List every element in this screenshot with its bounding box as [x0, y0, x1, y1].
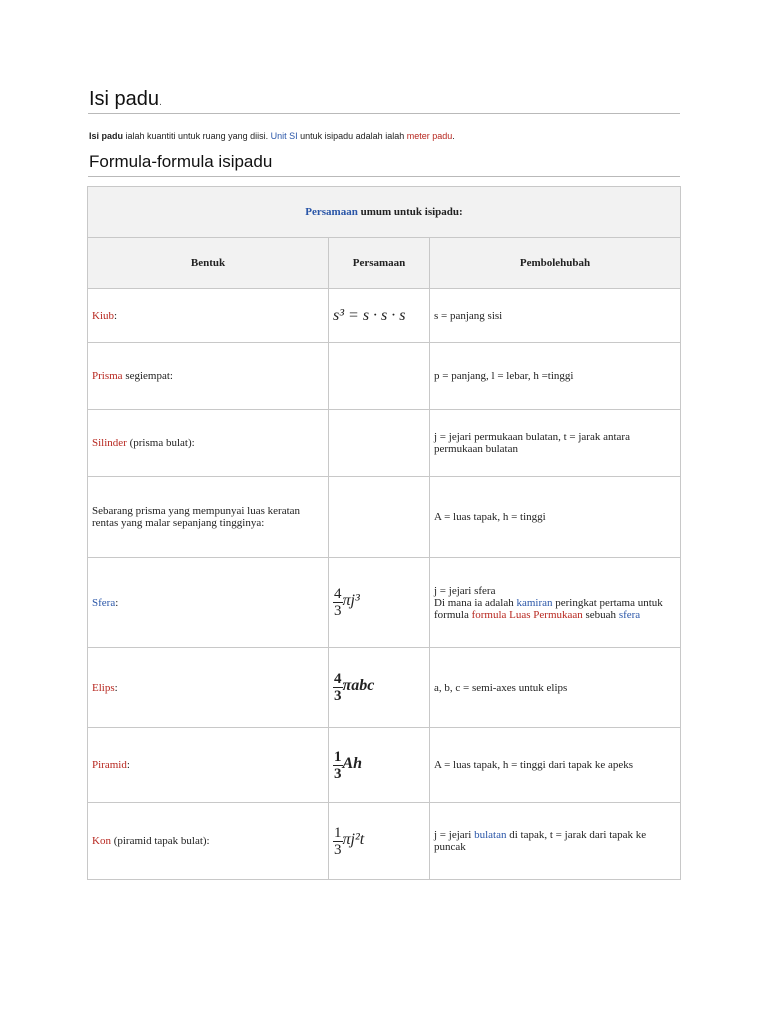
page-title: Isi padu. — [89, 88, 162, 110]
elips-link[interactable]: Elips — [92, 681, 115, 694]
variable-cell: p = panjang, l = lebar, h =tinggi — [430, 343, 681, 410]
shape-cell: Kon (piramid tapak bulat): — [88, 803, 329, 880]
variable-cell: j = jejari sfera Di mana ia adalah kamiran peringkat pertama untuk formula formula Luas Permukaan sebuah sfera — [430, 558, 681, 648]
title-divider — [88, 113, 680, 114]
variable-cell: s = panjang sisi — [430, 289, 681, 343]
header-persamaan: Persamaan — [329, 238, 430, 289]
formula-cell — [329, 477, 430, 558]
kon-link[interactable]: Kon — [92, 835, 111, 847]
shape-cell: Prisma segiempat: — [88, 343, 329, 410]
variable-cell: j = jejari permukaan bulatan, t = jarak antara permukaan bulatan — [430, 410, 681, 477]
luas-permukaan-link[interactable]: formula Luas Permukaan — [471, 608, 583, 621]
shape-cell: Elips: — [88, 648, 329, 728]
formula-cell — [329, 289, 430, 343]
table-row — [88, 477, 681, 558]
formula-cell — [329, 410, 430, 477]
formula-cell — [329, 558, 430, 648]
sphere-formula: $\frac{4}{3}$ πj³ — [334, 586, 360, 619]
pyramid-formula: $\frac{1}{3}$ Ah — [334, 748, 363, 782]
formula-cell — [329, 803, 430, 880]
table-row — [88, 289, 681, 343]
prisma-link[interactable]: Prisma — [92, 370, 123, 382]
table-row — [88, 803, 681, 880]
bulatan-link[interactable]: bulatan — [474, 829, 507, 841]
table-row — [88, 728, 681, 803]
table-caption: Persamaan umum untuk isipadu: — [88, 187, 681, 238]
formula-cell — [329, 648, 430, 728]
ellipse-formula: $\frac{4}{3}$ πabc — [334, 671, 375, 704]
table-header-row — [88, 238, 681, 289]
meter-padu-link[interactable]: meter padu — [406, 131, 453, 141]
table-row — [88, 343, 681, 410]
table-row — [88, 648, 681, 728]
shape-cell: Sfera: — [88, 558, 329, 648]
formula-cell — [329, 343, 430, 410]
cube-formula: s³ = s · s · s — [333, 306, 406, 324]
header-pembolehubah: Pembolehubah — [430, 238, 681, 289]
sfera-link[interactable]: Sfera — [92, 596, 116, 609]
variable-cell: A = luas tapak, h = tinggi — [430, 477, 681, 558]
intro-term: Isi padu — [89, 131, 124, 141]
formula-cell — [329, 728, 430, 803]
shape-cell: Piramid: — [88, 728, 329, 803]
piramid-link[interactable]: Piramid — [92, 759, 127, 771]
kiub-link[interactable]: Kiub — [92, 309, 114, 322]
volume-formula-table — [87, 186, 681, 880]
kamiran-link[interactable]: kamiran — [516, 596, 553, 609]
table-caption-row — [88, 187, 681, 238]
shape-cell: Kiub: — [88, 289, 329, 343]
silinder-link[interactable]: Silinder — [92, 437, 127, 449]
variable-cell: A = luas tapak, h = tinggi dari tapak ke apeks — [430, 728, 681, 803]
cone-formula: $\frac{1}{3}$ πj²t — [334, 824, 365, 858]
intro-paragraph: Isi padu ialah kuantiti untuk ruang yang diisi. Unit SI untuk isipadu adalah ialah meter padu. — [89, 131, 455, 141]
header-bentuk: Bentuk — [88, 238, 329, 289]
shape-cell: Silinder (prisma bulat): — [88, 410, 329, 477]
section-title: Formula-formula isipadu — [89, 152, 273, 171]
persamaan-link[interactable]: Persamaan — [305, 206, 358, 218]
section-divider — [88, 176, 680, 177]
variable-cell: a, b, c = semi-axes untuk elips — [430, 648, 681, 728]
shape-cell: Sebarang prisma yang mempunyai luas keratan rentas yang malar sepanjang tingginya: — [88, 477, 329, 558]
sfera-link-2[interactable]: sfera — [618, 608, 641, 621]
unit-si-link[interactable]: Unit SI — [270, 131, 298, 141]
table-row — [88, 558, 681, 648]
variable-cell: j = jejari bulatan di tapak, t = jarak dari tapak ke puncak — [430, 803, 681, 880]
table-row — [88, 410, 681, 477]
